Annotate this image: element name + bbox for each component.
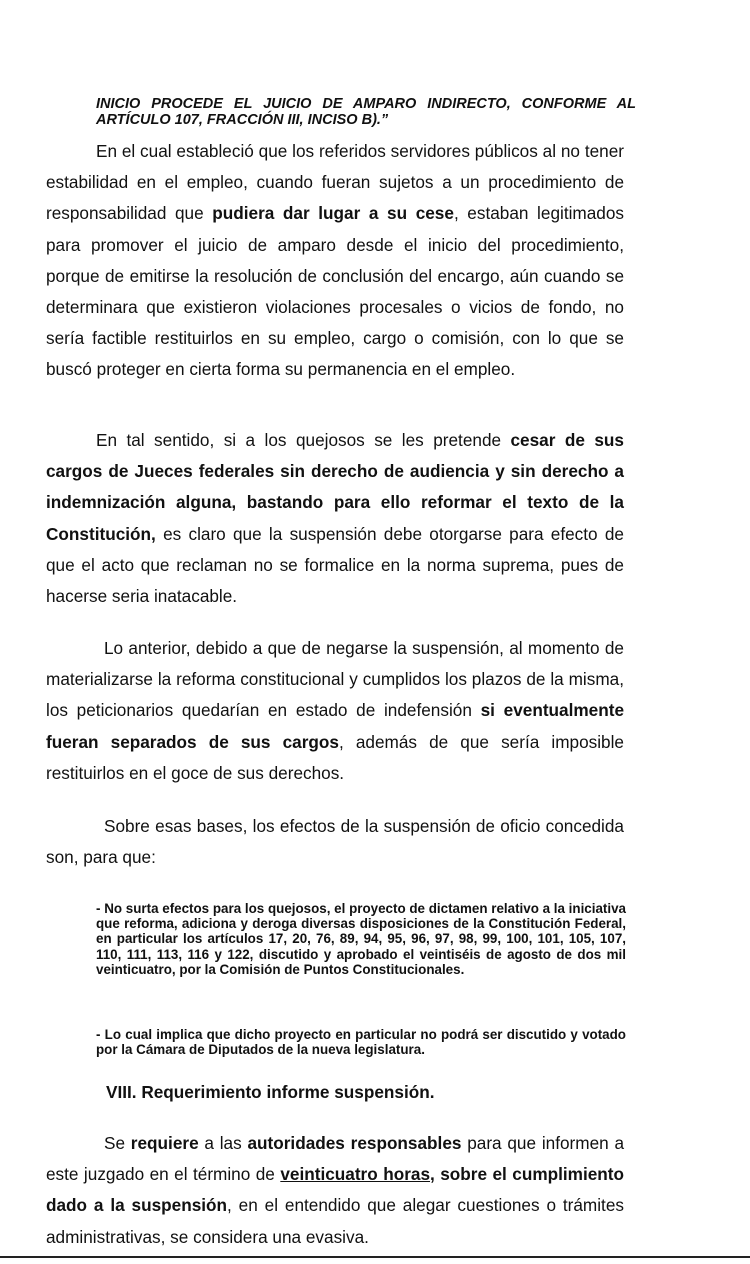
text-run: , en el entendido que alegar cuestiones o trámites administrativas, se considera una evasiva.: [46, 1195, 624, 1247]
bold-run: si eventualmente fueran separados de sus cargos: [46, 700, 625, 752]
underlined-bold-run: veinticuatro horas: [280, 1164, 431, 1185]
text-run: es claro que la suspensión debe otorgarse para efecto de que el acto que reclaman no se formalice en la norma suprema, pues de hacerse seria inatacable.: [46, 523, 624, 607]
paragraph-effects-intro: Sobre esas bases, los efectos de la suspensión de oficio concedida son, para que:: [46, 816, 624, 868]
text-run: Lo anterior, debido a que de negarse la suspensión, al momento de materializarse la reforma constitucional y cumplidos los plazos de la misma, los peticionarios quedarían en estado de indefensión: [46, 638, 624, 721]
text-run: En el cual estableció que los referidos servidores públicos al no tener estabilidad en el empleo, cuando fueran sujetos a un procedimiento de responsabilidad que: [46, 141, 624, 224]
effect-item-2: - Lo cual implica que dicho proyecto en particular no podrá ser discutido y votado por la Cámara de Diputados de la nueva legislatura.: [96, 1027, 626, 1058]
section-heading: VIII. Requerimiento informe suspensión.: [106, 1082, 435, 1102]
paragraph-judges-removal: [46, 425, 624, 612]
bold-run: cesar de sus cargos de Jueces federales sin derecho de audiencia y sin derecho a indemnización alguna, bastando para ello reformar el texto de la Constitución,: [46, 430, 624, 544]
bold-run: pudiera dar lugar a su cese: [212, 203, 454, 224]
paragraph-stability: [46, 136, 624, 386]
page-bottom-divider: [0, 1256, 750, 1258]
text-run: , estaban legitimados para promover el juicio de amparo desde el inicio del procedimiento, porque de emitirse la resolución de conclusión del encargo, aún cuando se determinara que existieron violaciones procesales o vicios de fondo, no sería factible restituirlos en su empleo, cargo o comisión, con lo que se buscó proteger en cierta forma su permanencia en el empleo.: [46, 203, 624, 380]
text-run: para que informen a este juzgado en el término de: [46, 1133, 625, 1185]
quoted-thesis-heading: INICIO PROCEDE EL JUICIO DE AMPARO INDIRECTO, CONFORME AL ARTÍCULO 107, FRACCIÓN III, INCISO B).”: [96, 96, 636, 128]
bold-run: autoridades responsables: [247, 1133, 462, 1153]
text-run: Se: [104, 1133, 131, 1153]
paragraph-requirement: [46, 1128, 624, 1253]
paragraph-defenselessness: [46, 633, 624, 789]
bold-run: requiere: [130, 1133, 199, 1153]
bold-run: , sobre el cumplimiento dado a la suspensión: [46, 1164, 625, 1216]
effect-item-1: - No surta efectos para los quejosos, el proyecto de dictamen relativo a la iniciativa que reforma, adiciona y deroga diversas disposiciones de la Constitución Federal, en particular los artículos 17, 20, 76, 89, 94, 95, 96, 97, 98, 99, 100, 101, 105, 107, 110, 111, 113, 116 y 122, discutido y aprobado el veintiséis de agosto de dos mil veinticuatro, por la Comisión de Puntos Constitucionales.: [96, 901, 626, 977]
text-run: En tal sentido, si a los quejosos se les pretende: [96, 430, 511, 450]
text-run: , además de que sería imposible restituirlos en el goce de sus derechos.: [46, 731, 624, 783]
text-run: a las: [198, 1133, 248, 1153]
